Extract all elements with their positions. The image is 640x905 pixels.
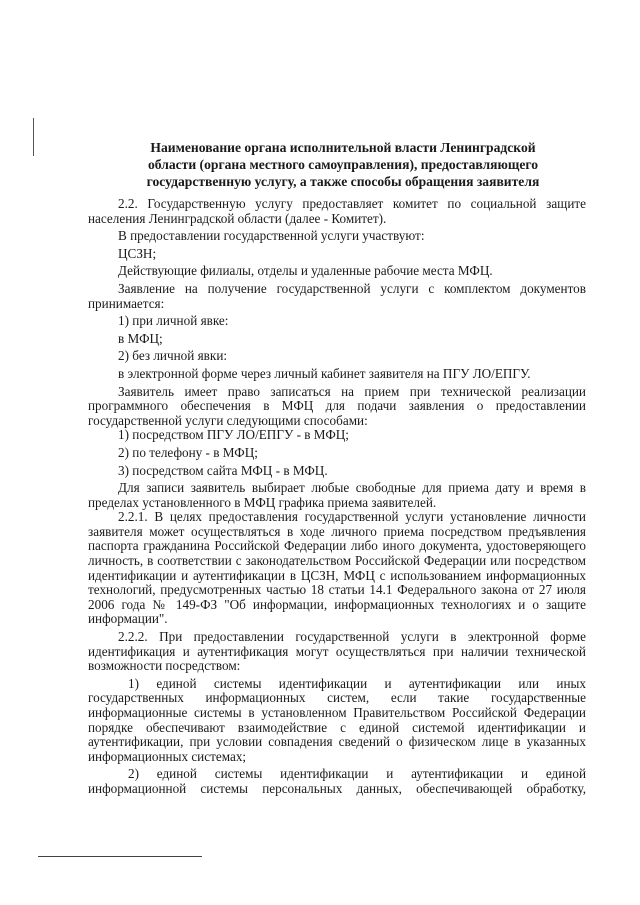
appointment-choice: Для записи заявитель выбирает любые свободные для приема дату и время в пределах установленного в МФЦ графика приема заявителей. [88, 480, 586, 510]
means-item-1: 1) единой системы идентификации и аутентификации или иных государственных информационных систем, если такие государственные информационные системы в установленном Правительством Российской Федерации порядке обеспечивают взаимодействие с единой системой идентификации и аутентификации, при условии совпадения сведений о физическом лице в указанных информационных системах; [88, 675, 586, 764]
application-intro: Заявление на получение государственной услуги с комплектом документов принимается: [88, 280, 586, 311]
appointment-way-1: 1) посредством ПГУ ЛО/ЕПГУ - в МФЦ; [118, 427, 349, 443]
participant-mfc: Действующие филиалы, отделы и удаленные рабочие места МФЦ. [118, 263, 493, 279]
means-item-2: 2) единой системы идентификации и аутентификации и единой информационной системы персональных данных, обеспечивающей обработку, [88, 766, 586, 796]
remote-online: в электронной форме через личный кабинет заявителя на ПГУ ЛО/ЕПГУ. [118, 365, 531, 381]
document-body [88, 197, 586, 797]
paragraph-2-2-1: 2.2.1. В целях предоставления государственной услуги установление личности заявителя может осуществляться в ходе личного приема посредством предъявления паспорта гражданина Российской Федерации либо иного документа, удостоверяющего личность, в соответствии с законодательством Российской Федерации или посредством идентификации и аутентификации в ЦСЗН, МФЦ с использованием информационных технологий, предусмотренных частью 18 статьи 14.1 Федерального закона от 27 июля 2006 года № 149-ФЗ "Об информации, информационных технологиях и о защите информации". [88, 509, 586, 627]
section-heading [100, 139, 586, 190]
heading-line-1: Наименование органа исполнительной власти Ленинградской [150, 140, 536, 155]
participant-cszn: ЦСЗН; [118, 245, 157, 261]
paragraph-2-2: 2.2. Государственную услугу предоставляет комитет по социальной защите населения Ленинградской области (далее - Комитет). [88, 196, 586, 226]
remote-item: 2) без личной явки: [118, 348, 228, 364]
participants-intro: В предоставлении государственной услуги участвуют: [118, 228, 425, 244]
paragraph-2-2-2: 2.2.2. При предоставлении государственной услуги в электронной форме идентификация и аутентификация могут осуществляться при наличии технической возможности посредством: [88, 629, 586, 674]
appointment-intro: Заявитель имеет право записаться на прием при технической реализации программного обеспечения в МФЦ для подачи заявления о предоставлении государственной услуги следующими способами: [88, 383, 586, 428]
appointment-way-2: 2) по телефону - в МФЦ; [118, 444, 258, 460]
footnote-rule [38, 856, 202, 857]
scan-margin-mark [33, 118, 34, 156]
in-person-mfc: в МФЦ; [118, 330, 163, 346]
heading-line-2: области (органа местного самоуправления), предоставляющего [147, 157, 539, 172]
appointment-way-3: 3) посредством сайта МФЦ - в МФЦ. [118, 462, 328, 478]
in-person-item: 1) при личной явке: [118, 313, 229, 329]
heading-line-3: государственную услугу, а также способы обращения заявителя [146, 174, 540, 189]
